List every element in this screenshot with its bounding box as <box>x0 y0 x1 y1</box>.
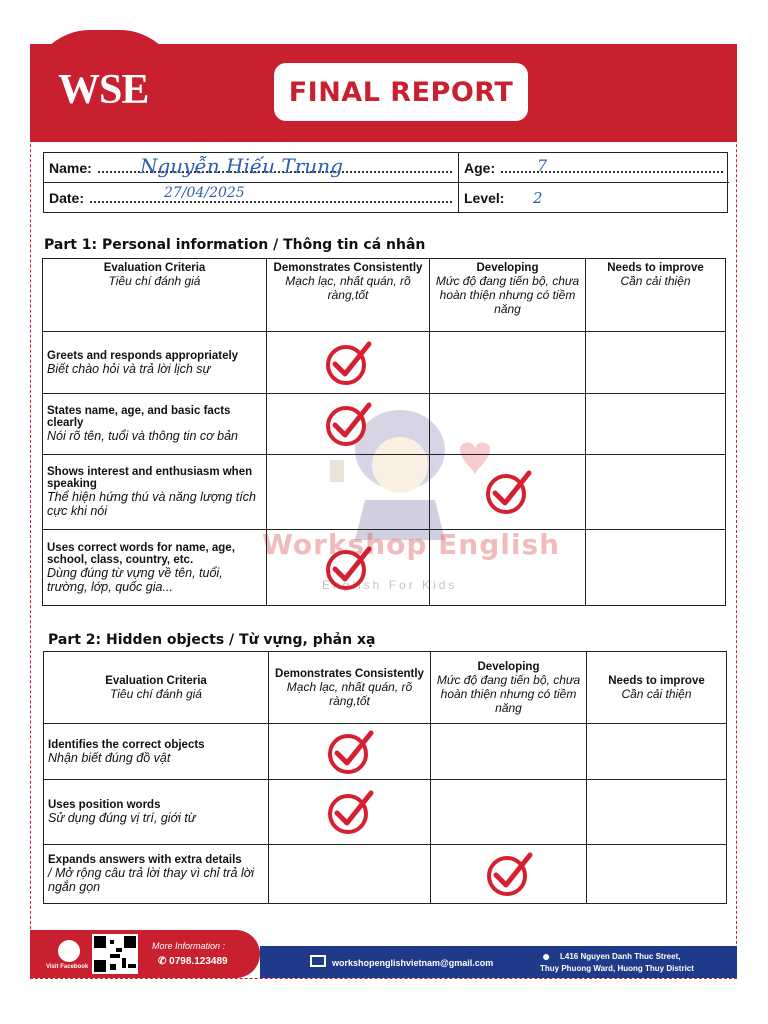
demonstrates-cell <box>267 530 430 606</box>
criterion-cell: Uses correct words for name, age, school, class, country, etc. Dùng đúng từ vựng về tên, tuổi, trường, lớp, quốc gia... <box>43 530 267 606</box>
name-cell <box>44 153 459 183</box>
date-cell <box>44 183 459 213</box>
table-row <box>43 332 726 394</box>
table-row <box>44 780 727 845</box>
table-row <box>43 530 726 606</box>
criterion-cell: Uses position words Sử dụng đúng vị trí, giới từ <box>44 780 269 845</box>
check-icon <box>323 545 373 591</box>
needs-improve-cell <box>586 394 726 455</box>
email-address[interactable]: workshopenglishvietnam@gmail.com <box>332 958 494 968</box>
col-demonstrates: Demonstrates Consistently Mạch lạc, nhất quán, rõ ràng,tốt <box>267 259 430 332</box>
check-icon <box>484 851 534 897</box>
level-cell <box>459 183 729 213</box>
watermark-brand: Workshop English <box>262 528 561 561</box>
needs-improve-cell <box>586 455 726 530</box>
facebook-label[interactable]: Visit Facebook <box>46 964 89 970</box>
table-row <box>44 724 727 780</box>
student-info-table <box>43 152 728 213</box>
level-label: Level: <box>464 190 505 206</box>
developing-cell <box>431 724 587 780</box>
level-value: 2 <box>533 189 543 207</box>
col-needs-improve: Needs to improve Cần cải thiện <box>586 259 726 332</box>
criterion-cell: Shows interest and enthusiasm when speaking Thể hiện hứng thú và năng lượng tích cực khi nói <box>43 455 267 530</box>
more-information-label: More Information : <box>152 941 226 951</box>
needs-improve-cell <box>587 845 727 904</box>
check-icon <box>325 729 375 775</box>
name-label: Name: <box>49 159 92 176</box>
date-label: Date: <box>49 190 85 206</box>
table-row <box>43 394 726 455</box>
col-needs-improve: Needs to improve Cần cải thiện <box>587 652 727 724</box>
logo: WSE <box>58 67 149 113</box>
report-title: FINAL REPORT <box>288 76 514 108</box>
check-icon <box>323 340 373 386</box>
age-value: 7 <box>537 156 548 175</box>
age-cell <box>459 153 729 183</box>
location-pin-icon: ● <box>542 948 551 964</box>
check-icon <box>483 469 533 515</box>
age-label: Age: <box>464 159 496 176</box>
table-row <box>43 455 726 530</box>
demonstrates-cell <box>267 332 430 394</box>
part1-title: Part 1: Personal information / Thông tin cá nhân <box>44 237 426 253</box>
footer <box>30 930 737 978</box>
criterion-cell: Greets and responds appropriately Biết chào hỏi và trả lời lịch sự <box>43 332 267 394</box>
needs-improve-cell <box>586 332 726 394</box>
col-criteria: Evaluation Criteria Tiêu chí đánh giá <box>44 652 269 724</box>
demonstrates-cell <box>267 394 430 455</box>
name-value: Nguyễn Hiếu Trung <box>140 154 343 178</box>
check-icon <box>325 789 375 835</box>
developing-cell <box>430 455 586 530</box>
watermark-tagline: English For Kids <box>322 578 458 592</box>
qr-code-icon <box>92 934 138 974</box>
part1-table <box>42 258 726 606</box>
needs-improve-cell <box>587 724 727 780</box>
date-dots <box>90 193 452 203</box>
criterion-cell: States name, age, and basic facts clearly Nói rõ tên, tuổi và thông tin cơ bản <box>43 394 267 455</box>
criterion-cell: Identifies the correct objects Nhận biết đúng đồ vật <box>44 724 269 780</box>
age-dots <box>501 163 723 173</box>
part1-header-row <box>43 259 726 332</box>
col-criteria: Evaluation Criteria Tiêu chí đánh giá <box>43 259 267 332</box>
developing-cell <box>430 394 586 455</box>
phone-number[interactable]: ✆ 0798.123489 <box>158 956 228 967</box>
needs-improve-cell <box>587 780 727 845</box>
address-line-2: Thuy Phuong Ward, Huong Thuy District <box>540 964 694 973</box>
developing-cell <box>430 530 586 606</box>
col-developing: Developing Mức độ đang tiến bộ, chưa hoàn thiện nhưng có tiềm năng <box>431 652 587 724</box>
criterion-cell: Expands answers with extra details / Mở rộng câu trả lời thay vì chỉ trả lời ngắn gọn <box>44 845 269 904</box>
facebook-icon[interactable] <box>58 940 80 962</box>
developing-cell <box>430 332 586 394</box>
title-box <box>274 63 528 121</box>
demonstrates-cell <box>269 724 431 780</box>
part2-table <box>43 651 727 904</box>
check-icon <box>323 401 373 447</box>
demonstrates-cell <box>269 780 431 845</box>
part2-header-row <box>44 652 727 724</box>
demonstrates-cell <box>269 845 431 904</box>
needs-improve-cell <box>586 530 726 606</box>
date-value: 27/04/2025 <box>164 185 245 201</box>
table-row <box>44 845 727 904</box>
mail-icon <box>310 955 326 967</box>
col-developing: Developing Mức độ đang tiến bộ, chưa hoàn thiện nhưng có tiềm năng <box>430 259 586 332</box>
developing-cell <box>431 780 587 845</box>
address-line-1: L416 Nguyen Danh Thuc Street, <box>560 952 681 961</box>
col-demonstrates: Demonstrates Consistently Mạch lạc, nhất quán, rõ ràng,tốt <box>269 652 431 724</box>
part2-title: Part 2: Hidden objects / Từ vựng, phản xạ <box>48 632 376 648</box>
demonstrates-cell <box>267 455 430 530</box>
developing-cell <box>431 845 587 904</box>
